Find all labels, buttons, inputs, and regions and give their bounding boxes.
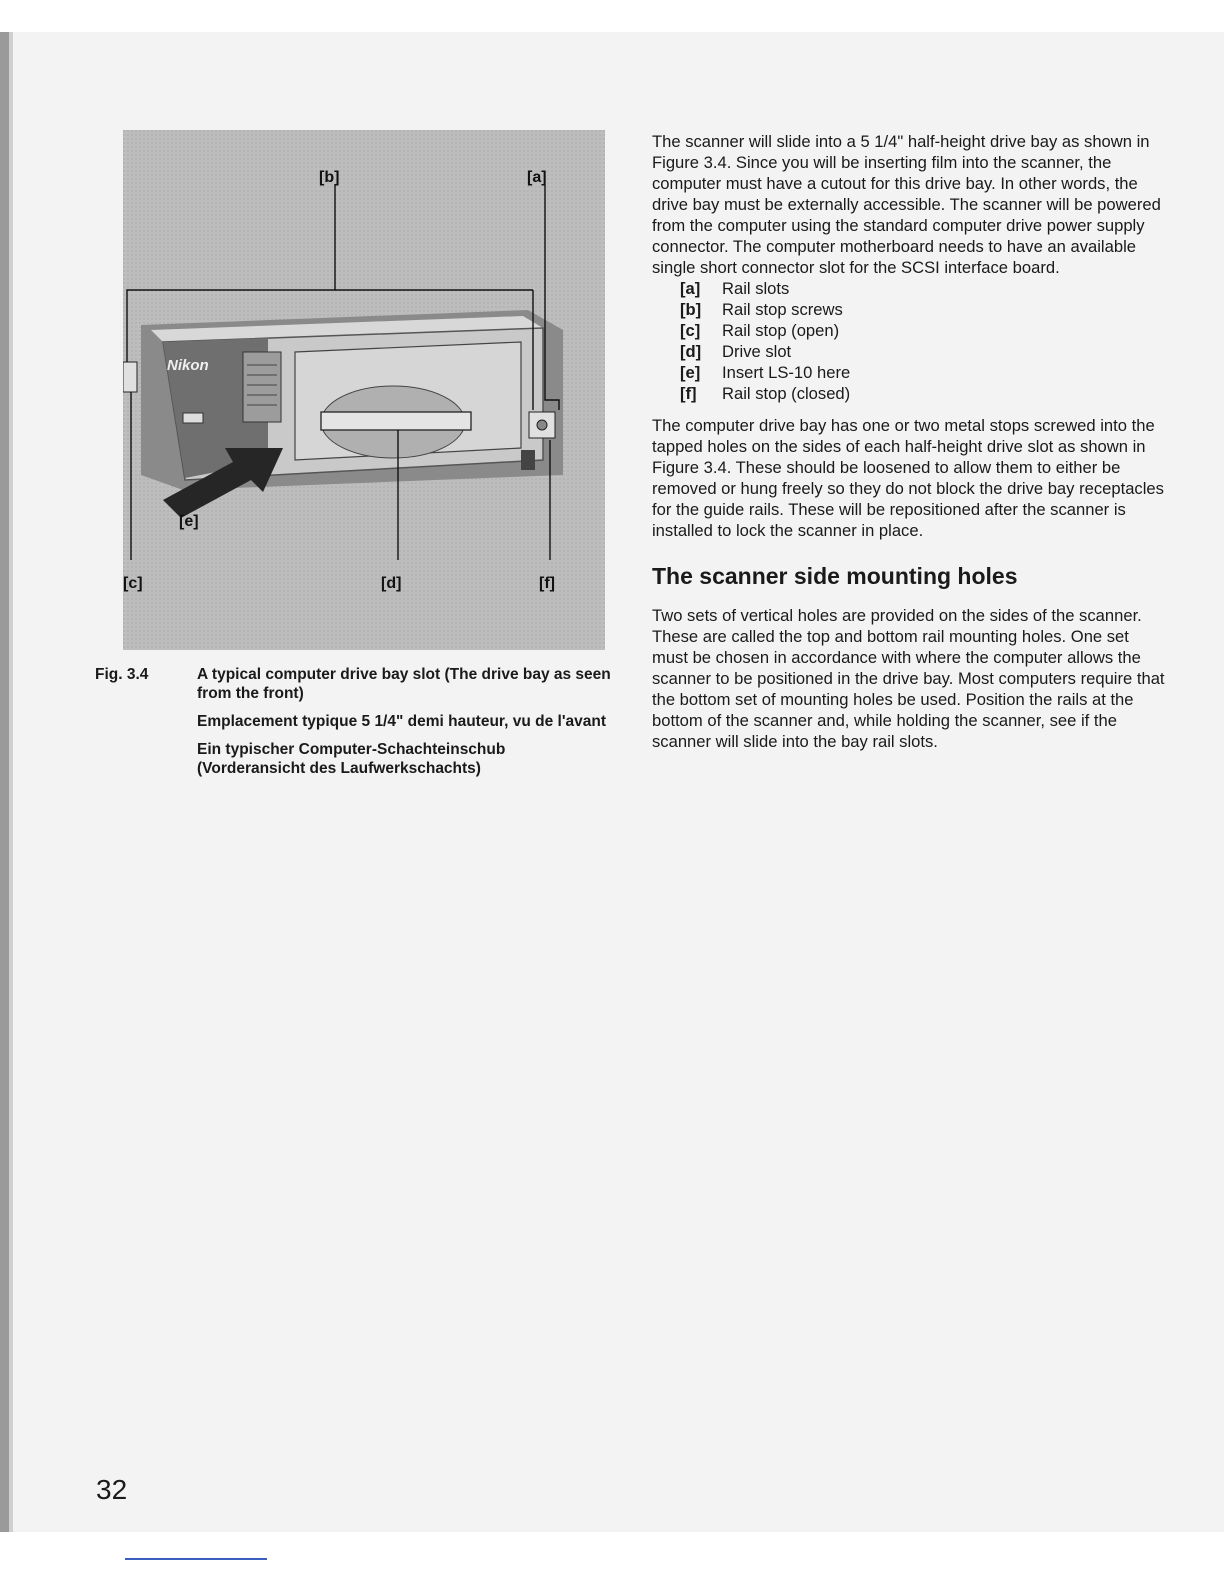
footer-rule xyxy=(125,1558,267,1560)
legend-item xyxy=(680,341,1167,362)
legend-item xyxy=(680,320,1167,341)
callout-d: [d] xyxy=(381,575,402,592)
focus-knob xyxy=(243,352,281,422)
callout-a: [a] xyxy=(527,169,547,186)
legend-list xyxy=(680,278,1167,404)
legend-text: Rail slots xyxy=(722,279,790,298)
caption-english: A typical computer drive bay slot (The drive bay as seen from the front) xyxy=(197,666,611,702)
legend-key: [d] xyxy=(680,342,702,361)
figure-caption xyxy=(95,665,615,787)
rail-stop-open xyxy=(123,362,137,392)
drive-bay-illustration xyxy=(123,130,605,650)
legend-item xyxy=(680,299,1167,320)
legend-item xyxy=(680,383,1167,404)
legend-text: Rail stop (closed) xyxy=(722,384,851,403)
stops-paragraph: The computer drive bay has one or two metal stops screwed into the tapped holes on the sides of each half-height drive slot as shown in Figure 3.4. These should be loosened to allow them to either be removed or hung freely so they do not block the drive bay receptacles for the guide rails. These will be repositioned after the scanner is installed to lock the scanner in place. xyxy=(652,416,1164,540)
legend-text: Rail stop (open) xyxy=(722,321,840,340)
callout-c: [c] xyxy=(123,575,143,592)
legend-text: Drive slot xyxy=(722,342,792,361)
nikon-logo: Nikon xyxy=(167,357,209,374)
callout-e: [e] xyxy=(179,513,199,530)
legend-key: [e] xyxy=(680,363,701,382)
binding-edge-shadow xyxy=(9,32,13,1532)
figure-label: Fig. 3.4 xyxy=(95,666,149,683)
drive-bay-figure xyxy=(123,130,605,650)
page-number: 32 xyxy=(96,1474,128,1505)
film-slot xyxy=(321,412,471,430)
legend-text: Rail stop screws xyxy=(722,300,843,319)
legend-key: [b] xyxy=(680,300,702,319)
caption-french: Emplacement typique 5 1/4" demi hauteur, vu de l'avant xyxy=(197,713,606,730)
holes-paragraph: Two sets of vertical holes are provided on the sides of the scanner. These are called the top and bottom rail mounting holes. One set must be chosen in accordance with where the computer allows the scanner to be positioned in the drive bay. Most computers require that the bottom set of mounting holes be used. Position the rails at the bottom of the scanner and, while holding the scanner, see if the scanner will slide into the bay rail slots. xyxy=(652,606,1165,751)
legend-key: [f] xyxy=(680,384,697,403)
callout-b: [b] xyxy=(319,169,340,186)
power-indicator xyxy=(183,413,203,423)
callout-f: [f] xyxy=(539,575,555,592)
binding-edge xyxy=(0,32,9,1532)
legend-key: [c] xyxy=(680,321,701,340)
legend-item xyxy=(680,362,1167,383)
legend-item xyxy=(680,278,1167,299)
caption-german: Ein typischer Computer-Schachteinschub (Vorderansicht des Laufwerkschachts) xyxy=(197,741,506,777)
intro-paragraph: The scanner will slide into a 5 1/4" half-height drive bay as shown in Figure 3.4. Since you will be inserting film into the scanner, the computer must have a cutout for this drive bay. In other words, the drive bay must be externally accessible. The scanner will be powered from the computer using the standard computer drive power supply connector. The computer motherboard needs to have an available single short connector slot for the SCSI interface board. xyxy=(652,132,1161,277)
legend-key: [a] xyxy=(680,279,701,298)
body-column xyxy=(652,131,1167,764)
section-heading: The scanner side mounting holes xyxy=(652,563,1018,589)
legend-text: Insert LS-10 here xyxy=(722,363,851,382)
